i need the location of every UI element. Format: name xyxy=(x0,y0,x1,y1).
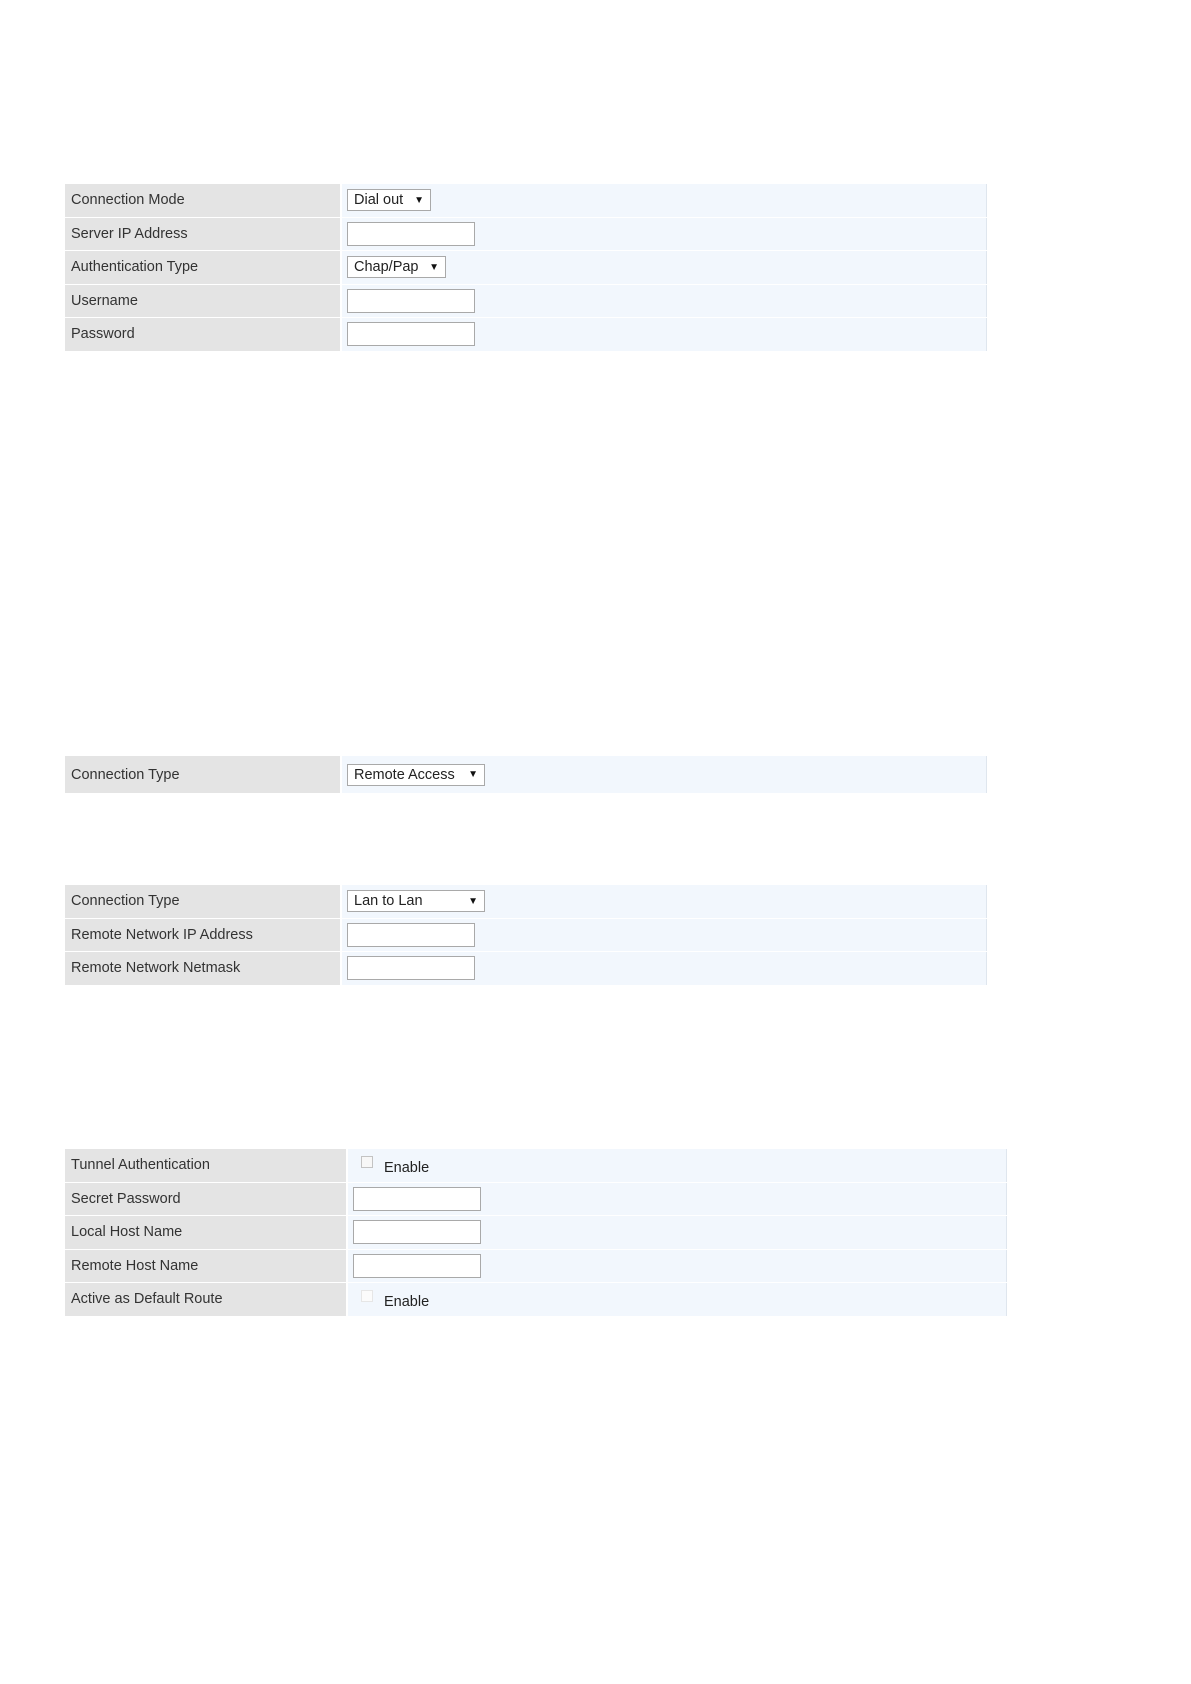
connection-type-row xyxy=(65,756,987,793)
secret-password-label: Secret Password xyxy=(65,1183,348,1216)
username-row xyxy=(65,284,987,318)
remote-host-name-row xyxy=(65,1249,1007,1283)
username-label: Username xyxy=(65,285,342,318)
default-route-toggle[interactable] xyxy=(353,1288,429,1310)
authentication-type-select[interactable] xyxy=(347,256,446,278)
secret-password-row xyxy=(65,1182,1007,1216)
default-route-row xyxy=(65,1282,1007,1316)
remote-network-netmask-row xyxy=(65,951,987,985)
dial-out-form xyxy=(65,184,987,351)
username-input[interactable] xyxy=(347,289,475,313)
tunnel-form xyxy=(65,1149,1007,1316)
connection-type-value: Remote Access xyxy=(354,766,455,783)
secret-password-input[interactable] xyxy=(353,1187,481,1211)
remote-network-ip-row xyxy=(65,918,987,952)
local-host-name-cell xyxy=(348,1216,1007,1249)
checkbox-icon[interactable] xyxy=(361,1290,373,1302)
password-cell xyxy=(342,318,987,351)
checkbox-icon[interactable] xyxy=(361,1156,373,1168)
tunnel-authentication-toggle[interactable] xyxy=(353,1154,429,1176)
default-route-label: Active as Default Route xyxy=(65,1283,348,1316)
triangle-down-icon: ▼ xyxy=(468,769,478,780)
password-input[interactable] xyxy=(347,322,475,346)
authentication-type-label: Authentication Type xyxy=(65,251,342,284)
connection-mode-label: Connection Mode xyxy=(65,184,342,217)
lan-connection-type-label: Connection Type xyxy=(65,885,342,918)
connection-type-label: Connection Type xyxy=(65,756,342,793)
tunnel-authentication-cell xyxy=(348,1149,1007,1182)
connection-mode-row xyxy=(65,184,987,217)
remote-network-netmask-cell xyxy=(342,952,987,985)
authentication-type-value: Chap/Pap xyxy=(354,259,419,276)
username-cell xyxy=(342,285,987,318)
lan-connection-type-value: Lan to Lan xyxy=(354,893,423,910)
remote-network-ip-input[interactable] xyxy=(347,923,475,947)
triangle-down-icon: ▼ xyxy=(414,194,424,206)
default-route-cell xyxy=(348,1283,1007,1316)
default-route-enable-label: Enable xyxy=(384,1294,430,1311)
remote-network-ip-cell xyxy=(342,919,987,952)
lan-connection-type-row xyxy=(65,885,987,918)
local-host-name-row xyxy=(65,1215,1007,1249)
secret-password-cell xyxy=(348,1183,1007,1216)
connection-mode-cell xyxy=(342,184,987,217)
authentication-type-row xyxy=(65,250,987,284)
server-ip-address-cell xyxy=(342,218,987,251)
triangle-down-icon: ▼ xyxy=(468,895,478,907)
connection-mode-select[interactable] xyxy=(347,189,431,211)
server-ip-address-input[interactable] xyxy=(347,222,475,246)
remote-host-name-cell xyxy=(348,1250,1007,1283)
server-ip-address-label: Server IP Address xyxy=(65,218,342,251)
remote-network-netmask-label: Remote Network Netmask xyxy=(65,952,342,985)
connection-mode-value: Dial out xyxy=(354,192,404,209)
remote-network-netmask-input[interactable] xyxy=(347,956,475,980)
remote-host-name-input[interactable] xyxy=(353,1254,481,1278)
lan-connection-type-cell xyxy=(342,885,987,918)
local-host-name-input[interactable] xyxy=(353,1220,481,1244)
remote-host-name-label: Remote Host Name xyxy=(65,1250,348,1283)
tunnel-authentication-row xyxy=(65,1149,1007,1182)
authentication-type-cell xyxy=(342,251,987,284)
server-ip-address-row xyxy=(65,217,987,251)
tunnel-authentication-label: Tunnel Authentication xyxy=(65,1149,348,1182)
remote-access-form xyxy=(65,756,987,793)
triangle-down-icon: ▼ xyxy=(429,261,439,273)
password-label: Password xyxy=(65,318,342,351)
lan-connection-type-select[interactable] xyxy=(347,890,485,912)
password-row xyxy=(65,317,987,351)
tunnel-authentication-enable-label: Enable xyxy=(384,1160,430,1177)
local-host-name-label: Local Host Name xyxy=(65,1216,348,1249)
connection-type-select[interactable] xyxy=(347,764,485,786)
lan-to-lan-form xyxy=(65,885,987,985)
remote-network-ip-label: Remote Network IP Address xyxy=(65,919,342,952)
connection-type-cell xyxy=(342,756,987,793)
